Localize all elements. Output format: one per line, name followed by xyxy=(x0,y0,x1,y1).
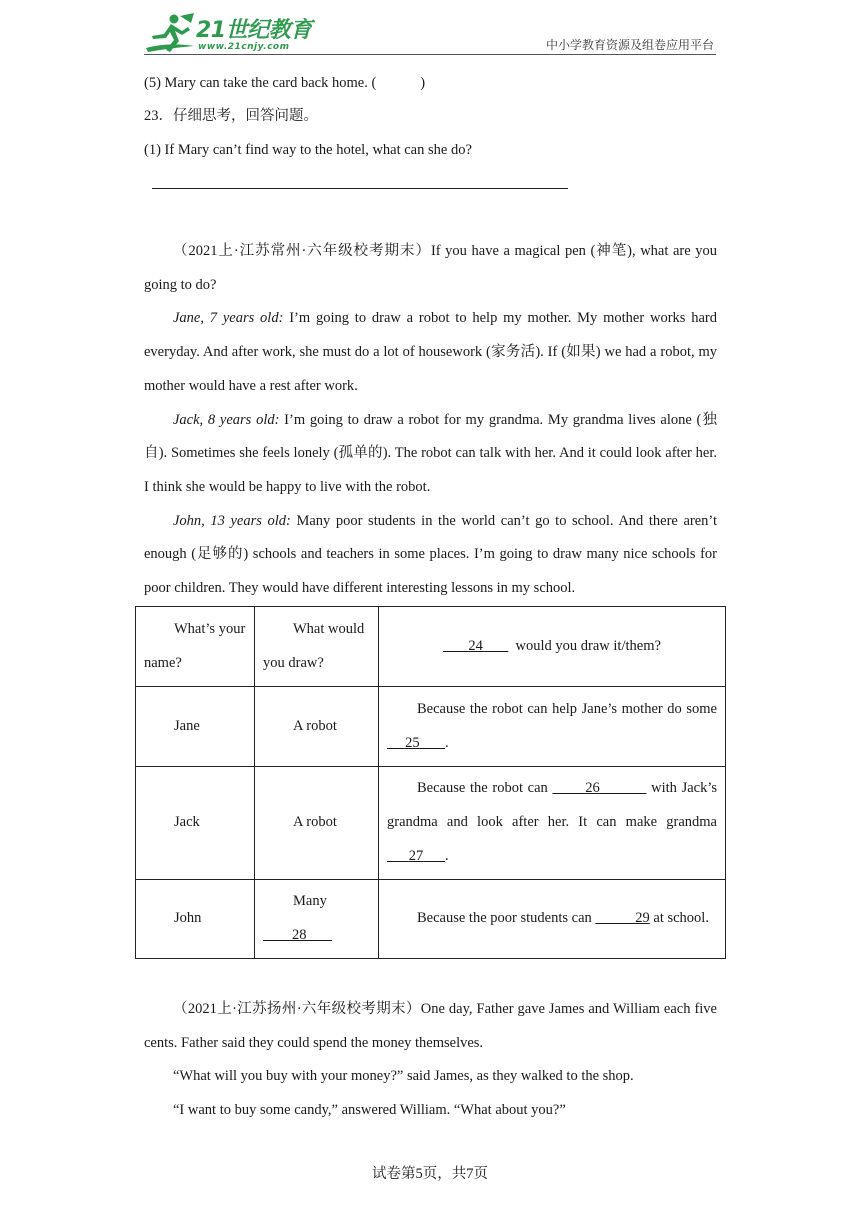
jane-label: Jane, 7 years old: xyxy=(173,310,284,327)
john-text: Many poor students in the world can’t go to school. And there aren’t enough (足够的) schools and teachers in some places. I’m going to draw many nice schools for poor children. They would have different interesting lessons in my school. xyxy=(144,512,717,597)
reason-cell: Because the robot can help Jane’s mother do some 25 . xyxy=(379,687,726,767)
question-22-item-5 xyxy=(144,76,425,91)
table-row xyxy=(136,687,726,767)
passage-2-source: （2021上·江苏扬州·六年级校考期末） xyxy=(173,1001,421,1017)
table-row xyxy=(136,880,726,959)
table-header-row xyxy=(136,607,726,687)
question-23-item-1: (1) If Mary can’t find way to the hotel, what can she do? xyxy=(144,142,472,158)
blank-27[interactable]: 27 xyxy=(408,847,424,864)
blank-29[interactable]: 29 xyxy=(635,910,650,927)
runner-logo-icon xyxy=(144,12,200,54)
jane-paragraph xyxy=(144,302,717,403)
header-divider xyxy=(144,54,716,55)
passage-1 xyxy=(144,235,717,606)
blank-26[interactable]: 26 xyxy=(585,780,600,797)
jack-label: Jack, 8 years old: xyxy=(173,411,280,428)
draw-cell: A robot xyxy=(255,687,379,767)
item-5-text: (5) Mary can take the card back home. ( xyxy=(144,75,377,91)
passage-2-paragraph: “What will you buy with your money?” said James, as they walked to the shop. xyxy=(173,1068,634,1085)
name-cell: Jane xyxy=(136,687,255,767)
john-label: John, 13 years old: xyxy=(173,512,291,529)
passage-1-intro xyxy=(144,235,717,302)
blank-28[interactable]: 28 xyxy=(292,927,307,943)
page-header xyxy=(144,12,716,56)
draw-cell: A robot xyxy=(255,767,379,880)
blank-24[interactable]: 24 xyxy=(468,637,483,654)
passage-2-paragraph: “I want to buy some candy,” answered William. “What about you?” xyxy=(173,1102,566,1119)
name-cell: John xyxy=(136,880,255,959)
page-footer: 试卷第5页，共7页 xyxy=(372,1166,488,1182)
draw-cell: Many 28 xyxy=(255,880,379,959)
passage-2-intro: （2021上·江苏扬州·六年级校考期末）One day, Father gave James and William each five cents. Father said they could spend the money themselves. xyxy=(144,1001,717,1051)
passage-1-source: （2021上·江苏常州·六年级校考期末） xyxy=(173,243,431,259)
passage-2 xyxy=(144,993,717,1128)
header-draw-cell: What would you draw? xyxy=(255,607,379,687)
jack-text: I’m going to draw a robot for my grandma. My grandma lives alone (独自). Sometimes she feels lonely (孤单的). The robot can talk with her. And it could look after her. I think she would be happy to live with the robot. xyxy=(144,411,717,495)
reason-cell: Because the robot can 26 with Jack’s grandma and look after her. It can make grandma 27 . xyxy=(379,767,726,880)
header-reason-cell: 24 would you draw it/them? xyxy=(379,607,726,687)
reason-cell: Because the poor students can 29 at school. xyxy=(379,880,726,959)
jack-paragraph xyxy=(144,404,717,505)
john-paragraph xyxy=(144,505,717,606)
item-5-close: ) xyxy=(420,75,426,91)
blank-25[interactable]: 25 xyxy=(405,734,420,751)
platform-label: 中小学教育资源及组卷应用平台 xyxy=(545,38,714,52)
answer-table xyxy=(135,606,726,959)
jane-text: I’m going to draw a robot to help my mother. My mother works hard everyday. And after work, she must do a lot of housework (家务活). If (如果) we had a robot, my mother would have a rest after work. xyxy=(144,310,717,394)
logo-text: 21世纪教育 xyxy=(196,18,312,43)
logo-url: www.21cnjy.com xyxy=(198,42,290,52)
answer-line[interactable] xyxy=(152,188,568,189)
table-row xyxy=(136,767,726,880)
passage-1-question: If you have a magical pen (神笔), what are you going to do? xyxy=(144,243,718,293)
question-23-heading: 23．仔细思考，回答问题。 xyxy=(144,108,318,124)
name-cell: Jack xyxy=(136,767,255,880)
header-name-cell: What’s your name? xyxy=(136,607,255,687)
